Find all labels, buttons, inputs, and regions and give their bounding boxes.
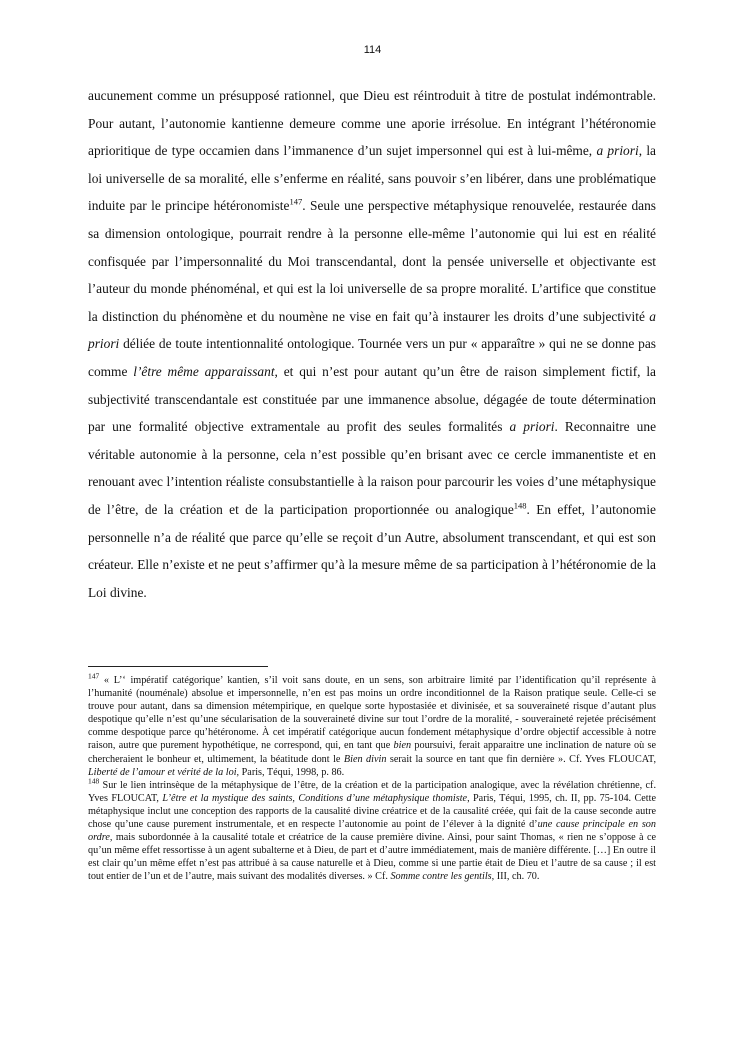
text-run: serait la source en tant que fin dernière ». Cf. Yves FLOUCAT, — [386, 753, 657, 765]
italic-run: Liberté de l’amour et vérité de la loi, — [88, 766, 240, 778]
text-run: III, ch. 70. — [494, 871, 540, 883]
footnote-separator — [88, 666, 268, 667]
footnote-ref-148[interactable]: 148 — [513, 500, 527, 511]
text-run: Sur le lien intrinsèque de la métaphysique de l’être, de la création et de la participation analogique, avec la révélation chrétienne, cf. Yves FLOUCAT, — [88, 779, 656, 804]
footnote-number: 147 — [88, 671, 100, 681]
italic-run: a priori — [509, 419, 555, 435]
text-run: . En effet, l’autonomie personnelle n’a de réalité que parce qu’elle se reçoit d’un Autre, absolument transcendant, et qui est son créateur. Elle n’existe et ne peut s’affirmer qu’à la mesure même de sa participation à l’hétéronomie de la Loi divine. — [88, 501, 656, 600]
footnote-ref-147[interactable]: 147 — [289, 196, 303, 207]
text-run: « L’‘ impératif catégorique’ kantien, s’il voit sans doute, en un sens, son arbitraire limité par l’identification qu’il représente à l’humanité (nouménale) absolue et impersonnelle, n’en est pas moins un ordre inconditionnel de la Raison pratique seule. Celle-ci se trouve pour autant, dans sa dimension métempirique, en quelque sorte hypostasiée et divinisée, et sa souveraineté risque d’autant plus despotique qu’elle n’est qu’une sécularisation de la souveraineté divine sur tout l’ordre de la moralité, - souveraineté rejetée précisément comme despotique parce qu’hétéronome. À cet impératif catégorique aucun fondement métaphysique d’ordre objectif accessible à notre raison, autre que purement hypothétique, ne correspond, qui, en tant que — [88, 675, 656, 752]
text-run: mais subordonnée à la causalité totale et créatrice de la cause première divine. Ainsi, pour saint Thomas, « rien ne s’oppose à ce qu’un même effet ressortisse à un agent subalterne et à Dieu, de part et d’autre immédiatement, mais de manière différente. […] En outre il est clair qu’un même effet n’est pas attribué à sa cause naturelle et à Dieu, comme si une partie était de Dieu et l’autre de sa cause ; il est tout entier de l’un et de l’autre, mais suivant des modalités diverses. » Cf. — [88, 832, 656, 883]
text-run: . Seule une perspective métaphysique renouvelée, restaurée dans sa dimension ontologique, pourrait rendre à la personne elle-même l’autonomie qui lui est en réalité confisquée par l’impersonnalité du Moi transcendantal, dont la pensée universelle et objectivante est l’auteur du monde phénoménal, et qui est la loi universelle de sa propre moralité. L’artifice que constitue la distinction du phénomène et du noumène ne vise en fait qu’à instaurer les droits d’une subjectivité — [88, 198, 657, 324]
paragraph — [88, 82, 656, 606]
footnote-147 — [88, 671, 657, 779]
italic-run: une cause principale en son ordre, — [88, 819, 656, 844]
italic-run: a priori — [88, 308, 656, 352]
italic-run: Somme contre les gentils, — [390, 871, 495, 883]
text-run: , la loi universelle de sa moralité, elle s’enferme en réalité, sans pouvoir s’en libérer, dans une problématique induite par le principe hétéronomiste — [88, 143, 656, 214]
footnotes — [88, 671, 657, 884]
footnote-number: 148 — [88, 776, 100, 786]
text-run: , et qui n’est pour autant qu’un être de raison simplement fictif, la subjectivité transcendantale est constituée par une immanence absolue, dégagée de toute détermination par une formalité objective extramentale au profit des seules formalités — [88, 363, 656, 435]
footnote-148 — [88, 776, 656, 884]
text-run: aucunement comme un présupposé rationnel, que Dieu est réintroduit à titre de postulat indémontrable. Pour autant, l’autonomie kantienne demeure comme une aporie irrésolue. En intégrant l’hétéronomie aprioritique de type occamien dans l’immanence d’un sujet impersonnel qui est à lui-même, — [88, 88, 656, 159]
italic-run: Bien divin — [343, 753, 387, 765]
text-run: , Paris, Téqui, 1995, ch. II, pp. 75-104. Cette métaphysique inclut une conception des rapports de la causalité divine créatrice et de la causalité créée, qui fait de la cause seconde autre chose qu’une cause purement instrumentale, et en respecte l’autonomie au point de l’élever à la dignité d’ — [88, 792, 656, 831]
text-run: poursuivi, ferait apparaitre une inclination de nature où se chercheraient le bonheur et, ultimement, la béatitude dont le — [88, 740, 656, 765]
italic-run: a priori — [596, 143, 639, 159]
main-text — [88, 82, 656, 606]
text-run: . Reconnaitre une véritable autonomie à la personne, cela n’est possible qu’en brisant avec ce cercle immanentiste et en renouant avec l’intention réaliste consubstantielle à la raison pour parcourir les voies d’une métaphysique de l’être, de la création et de la participation proportionnée ou analogique — [88, 419, 657, 517]
italic-run: bien — [393, 740, 412, 752]
italic-run: l’être même apparaissant — [133, 363, 275, 379]
text-run: déliée de toute intentionnalité ontologique. Tournée vers un pur « apparaître » qui ne se donne pas comme — [88, 336, 656, 379]
text-run: Paris, Téqui, 1998, p. 86. — [239, 766, 345, 778]
italic-run: L’être et la mystique des saints, Conditions d’une métaphysique thomiste — [162, 792, 468, 804]
page-number: 114 — [363, 44, 382, 56]
